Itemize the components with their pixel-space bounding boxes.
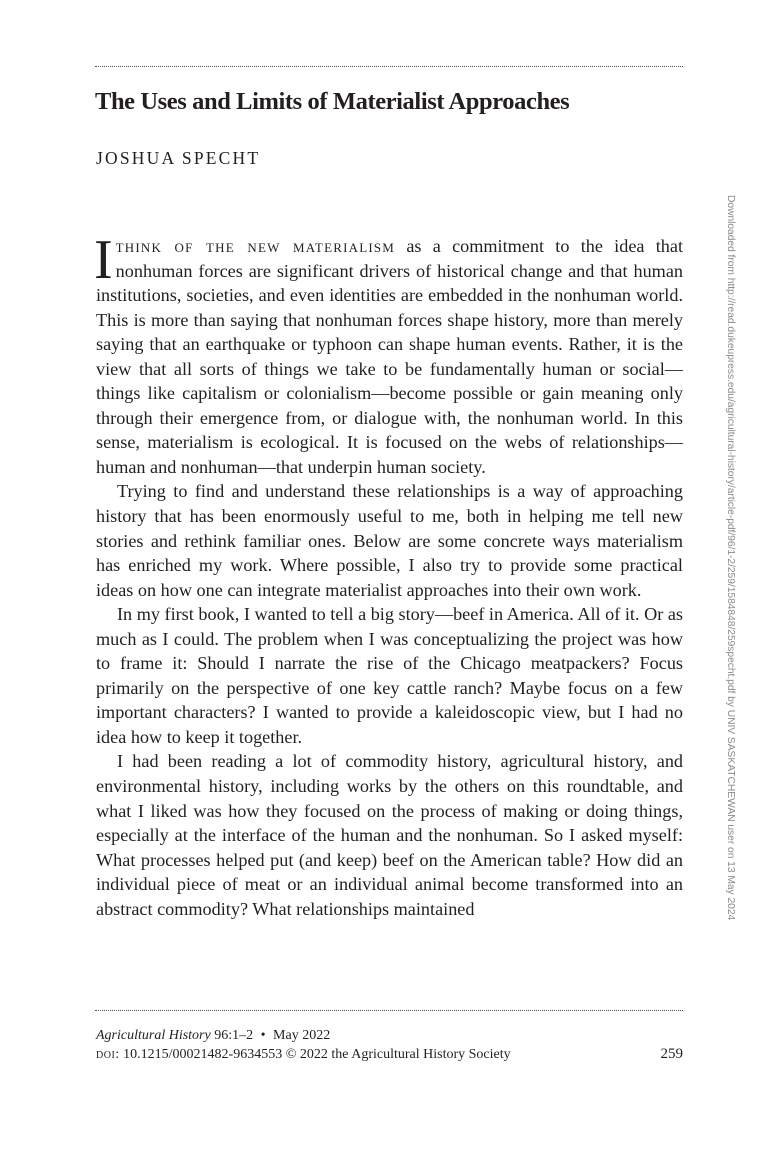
paragraph-1 [94,229,684,479]
article-body [94,229,684,921]
paragraph-4: I had been reading a lot of commodity history, agricultural history, and environmental history, including works by the others on this roundtable, and what I liked was how they focused on the process of making or doing things, especially at the interface of the human and the nonhuman. So I asked myself: What processes helped put (and keep) beef on the American table? How did an individual piece of meat or an individual animal become transformed into an abstract commodity? What relationships maintained [96,751,683,919]
copyright: © 2022 the Agricultural History Society [285,1047,511,1062]
doi-line [96,1045,683,1064]
bullet-separator: • [260,1028,266,1043]
page-footer [96,1026,683,1064]
volume-issue: 96:1–2 [214,1028,254,1043]
opening-small-caps: think of the new materialism [115,236,396,256]
doi-label: doi: [96,1047,120,1062]
doi-value: 10.1215/00021482-9634553 [123,1047,283,1062]
download-watermark: Downloaded from http://read.dukeupress.edu/agricultural-history/article-pdf/96/1-2/259/1584848/259specht.pdf by UNIV SASKATCHEWAN user on 13 May 2024 [725,195,736,921]
top-dotted-rule [95,66,683,67]
page-number: 259 [660,1046,683,1062]
bottom-dotted-rule [95,1010,683,1011]
issue-date: May 2022 [273,1028,331,1043]
journal-name: Agricultural History [96,1028,211,1043]
citation-line [96,1026,683,1045]
paragraph-2: Trying to find and understand these relationships is a way of approaching history that has been enormously useful to me, both in helping me tell new stories and rethink familiar ones. Below are some concrete ways materialism has enriched my work. Where possible, I also try to provide some practical ideas on how one can integrate materialist approaches into their own work. [96,481,683,600]
drop-cap: I [94,229,113,291]
article-title: The Uses and Limits of Materialist Approaches [95,88,570,115]
paragraph-3: In my first book, I wanted to tell a big story—beef in America. All of it. Or as much as I could. The problem when I was conceptualizing the project was how to frame it: Should I narrate the rise of the Chicago meatpackers? Focus primarily on the perspective of one key cattle ranch? Maybe focus on a few important characters? I wanted to provide a kaleidoscopic view, but I had no idea how to keep it together. [96,604,683,747]
paragraph-text: as a commitment to the idea that nonhuman forces are significant drivers of historical change and that human institutions, societies, and even identities are embedded in the nonhuman world. This is more than saying that nonhuman forces shape history, more than merely saying that an earthquake or typhoon can shape human events. Rather, it is the view that all sorts of things we take to be fundamentally human or social—things like capitalism or colonialism—become possible or gain meaning only through their emergence from, or dialogue with, the nonhuman world. In this sense, materialism is ecological. It is focused on the webs of relationships—human and nonhuman—that underpin human society. [96,236,684,477]
article-author: JOSHUA SPECHT [96,148,261,168]
